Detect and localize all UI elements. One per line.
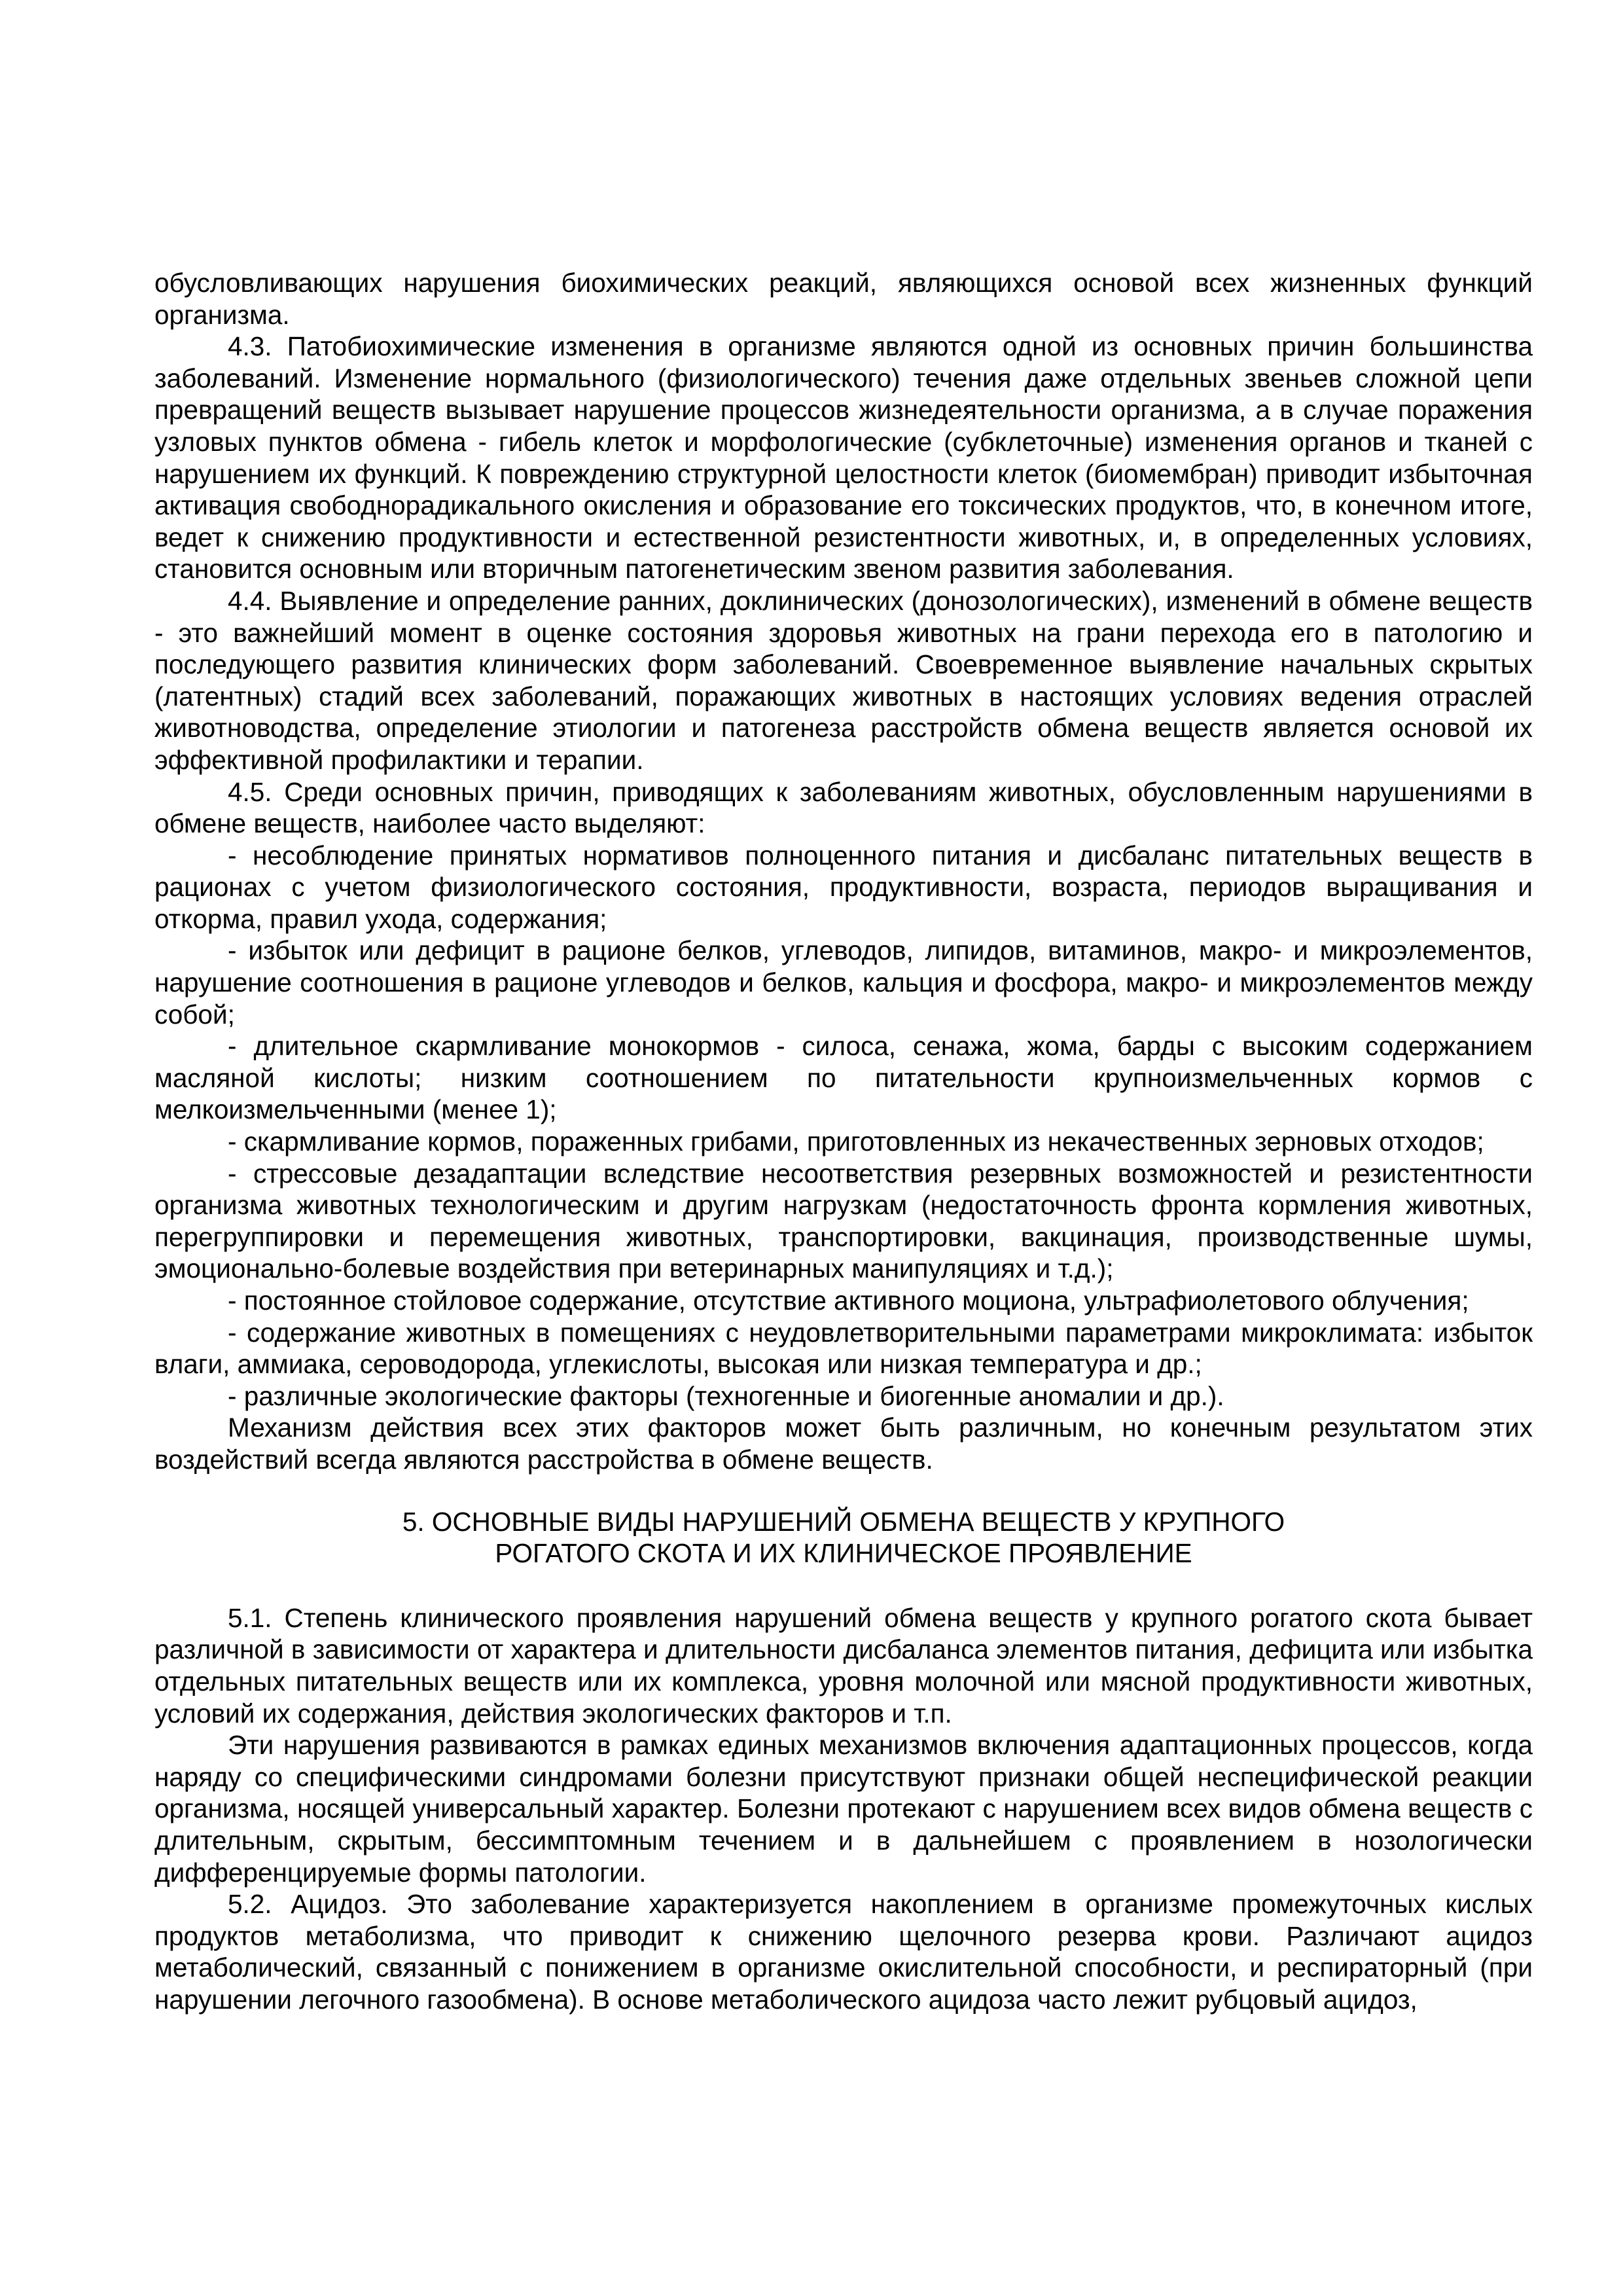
paragraph-item-7: - содержание животных в помещениях с неудовлетворительными параметрами микроклимата: избыток влаги, аммиака, сероводорода, углекислоты, высокая или низкая температура и др.;	[154, 1317, 1533, 1380]
paragraph-p-mechanism: Механизм действия всех этих факторов может быть различным, но конечным результатом этих воздействий всегда являются расстройства в обмене веществ.	[154, 1412, 1533, 1475]
paragraph-item-5: - стрессовые дезадаптации вследствие несоответствия резервных возможностей и резистентности организма животных технологическим и другим нагрузкам (недостаточность фронта кормления животных, перегруппировки и перемещения животных, транспортировки, вакцинация, производственные шумы, эмоционально-болевые воздействия при ветеринарных манипуляциях и т.д.);	[154, 1158, 1533, 1284]
section-heading-line-2: РОГАТОГО СКОТА И ИХ КЛИНИЧЕСКОЕ ПРОЯВЛЕНИЕ	[495, 1538, 1192, 1569]
paragraph-p-4-5: 4.5. Среди основных причин, приводящих к заболеваниям животных, обусловленным нарушениями в обмене веществ, наиболее часто выделяют:	[154, 776, 1533, 839]
paragraph-item-2: - избыток или дефицит в рационе белков, углеводов, липидов, витаминов, макро- и микроэлементов, нарушение соотношения в рационе углеводов и белков, кальция и фосфора, макро- и микроэлементов между собой;	[154, 935, 1533, 1030]
paragraph-item-1: - несоблюдение принятых нормативов полноценного питания и дисбаланс питательных веществ в рационах с учетом физиологического состояния, продуктивности, возраста, периодов выращивания и откорма, правил ухода, содержания;	[154, 840, 1533, 934]
paragraph-p-4-3: 4.3. Патобиохимические изменения в организме являются одной из основных причин большинства заболеваний. Изменение нормального (физиологического) течения даже отдельных звеньев сложной цепи превращений веществ вызывает нарушение процессов жизнедеятельности организма, а в случае поражения узловых пунктов обмена - гибель клеток и морфологические (субклеточные) изменения органов и тканей с нарушением их функций. К повреждению структурной целостности клеток (биомембран) приводит избыточная активация свободнорадикального окисления и образование его токсических продуктов, что, в конечном итоге, ведет к снижению продуктивности и естественной резистентности животных, и, в определенных условиях, становится основным или вторичным патогенетическим звеном развития заболевания.	[154, 331, 1533, 584]
document-page	[154, 267, 1533, 2015]
section-heading	[154, 1506, 1533, 1570]
section-heading-line-1: 5. ОСНОВНЫЕ ВИДЫ НАРУШЕНИЙ ОБМЕНА ВЕЩЕСТВ У КРУПНОГО	[402, 1506, 1285, 1537]
paragraph-p-4-4: 4.4. Выявление и определение ранних, доклинических (донозологических), изменений в обмене веществ - это важнейший момент в оценке состояния здоровья животных на грани перехода его в патологию и последующего развития клинических форм заболеваний. Своевременное выявление начальных скрытых (латентных) стадий всех заболеваний, поражающих животных в настоящих условиях ведения отраслей животноводства, определение этиологии и патогенеза расстройств обмена веществ является основой их эффективной профилактики и терапии.	[154, 585, 1533, 775]
text-block-section-4	[154, 267, 1533, 1476]
paragraph-p-disorders: Эти нарушения развиваются в рамках единых механизмов включения адаптационных процессов, когда наряду со специфическими синдромами болезни присутствуют признаки общей неспецифической реакции организма, носящей универсальный характер. Болезни протекают с нарушением всех видов обмена веществ с длительным, скрытым, бессимптомным течением и в дальнейшем с проявлением в нозологически дифференцируемые формы патологии.	[154, 1730, 1533, 1888]
paragraph-item-6: - постоянное стойловое содержание, отсутствие активного моциона, ультрафиолетового облучения;	[228, 1285, 1469, 1316]
text-block-section-5	[154, 1602, 1533, 2016]
paragraph-p-5-2: 5.2. Ацидоз. Это заболевание характеризуется накоплением в организме промежуточных кислых продуктов метаболизма, что приводит к снижению щелочного резерва крови. Различают ацидоз метаболический, связанный с понижением в организме окислительной способности, и респираторный (при нарушении легочного газообмена). В основе метаболического ацидоза часто лежит рубцовый ацидоз,	[154, 1889, 1533, 2015]
paragraph-item-3: - длительное скармливание монокормов - силоса, сенажа, жома, барды с высоким содержанием масляной кислоты; низким соотношением по питательности крупноизмельченных кормов с мелкоизмельченными (менее 1);	[154, 1031, 1533, 1125]
paragraph-item-8: - различные экологические факторы (техногенные и биогенные аномалии и др.).	[228, 1380, 1224, 1411]
paragraph-p-5-1: 5.1. Степень клинического проявления нарушений обмена веществ у крупного рогатого скота бывает различной в зависимости от характера и длительности дисбаланса элементов питания, дефицита или избытка отдельных питательных веществ или их комплекса, уровня молочной или мясной продуктивности животных, условий их содержания, действия экологических факторов и т.п.	[154, 1602, 1533, 1729]
paragraph-item-4: - скармливание кормов, пораженных грибами, приготовленных из некачественных зерновых отходов;	[228, 1126, 1484, 1157]
paragraph-p-continued: обусловливающих нарушения биохимических реакций, являющихся основой всех жизненных функций организма.	[154, 268, 1533, 330]
